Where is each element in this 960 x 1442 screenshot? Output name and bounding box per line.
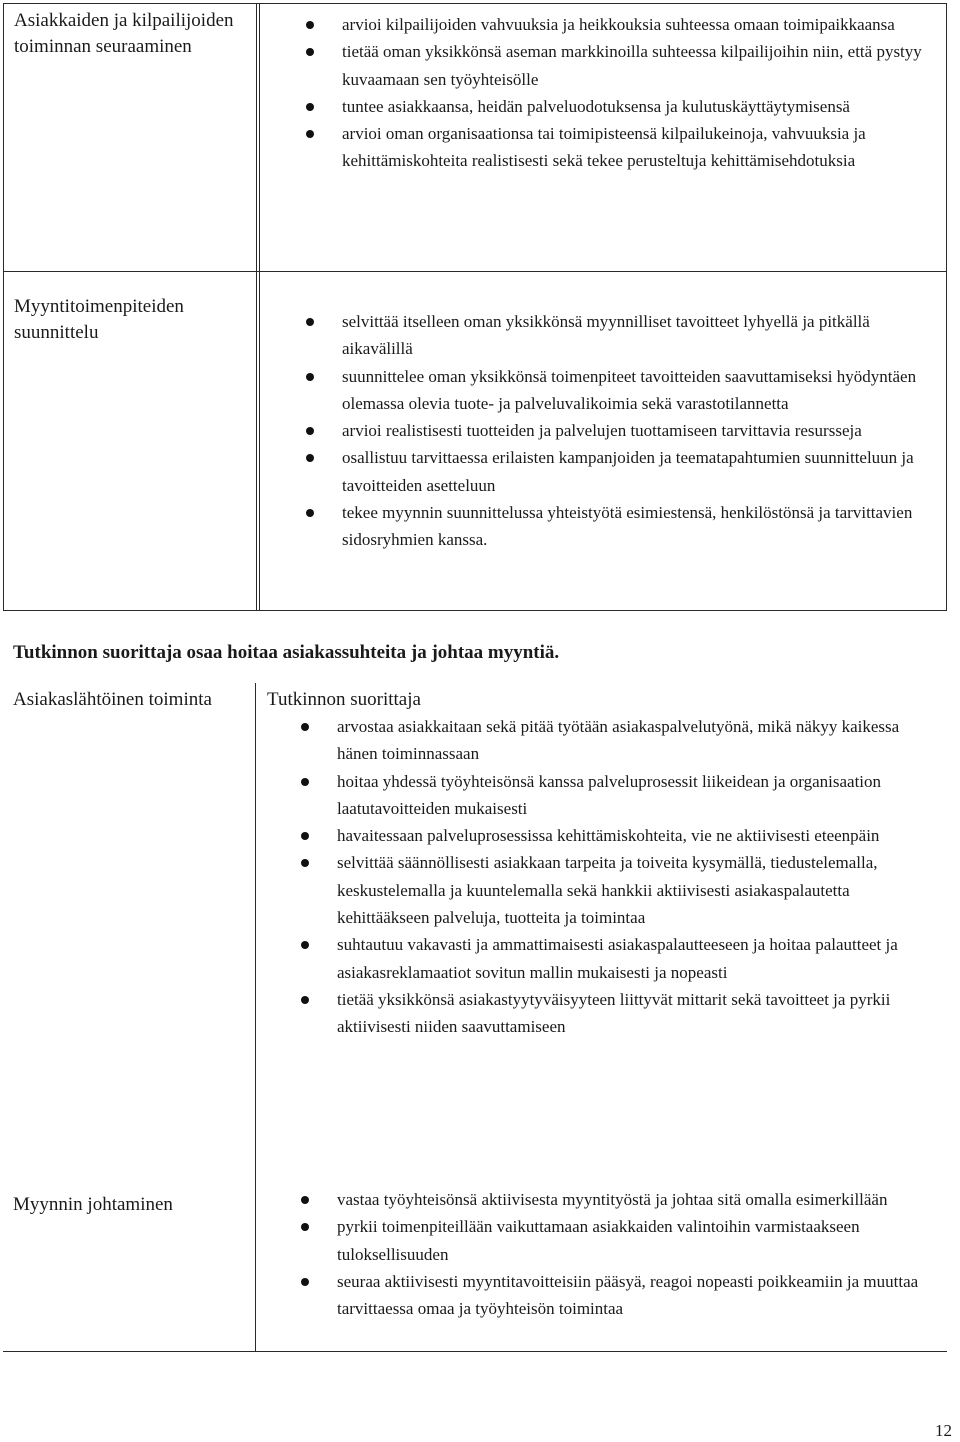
list-item: tietää yksikkönsä asiakastyytyväisyyteen liittyvät mittarit sekä tavoitteet ja pyrkii aktiivisesti niiden saavuttamiseen bbox=[267, 986, 941, 1041]
page-number: 12 bbox=[935, 1421, 952, 1440]
competence-row-competitor-monitoring bbox=[3, 3, 947, 271]
row-criteria bbox=[255, 683, 947, 1166]
list-item: seuraa aktiivisesti myyntitavoitteisiin pääsyä, reagoi nopeasti poikkeamiin ja muuttaa tarvittaessa omaa ja työyhteisön toimintaa bbox=[267, 1268, 941, 1323]
list-item: havaitessaan palveluprosessissa kehittämiskohteita, vie ne aktiivisesti eteenpäin bbox=[267, 822, 941, 849]
row-criteria bbox=[260, 4, 946, 271]
list-item: arvostaa asiakkaitaan sekä pitää työtään asiakaspalvelutyönä, mikä näkyy kaikessa hänen toiminnassaan bbox=[267, 713, 941, 768]
row-criteria bbox=[260, 272, 946, 610]
criteria-list bbox=[272, 308, 940, 554]
list-item: tekee myynnin suunnittelussa yhteistyötä esimiestensä, henkilöstönsä ja tarvittavien sidosryhmien kanssa. bbox=[272, 499, 940, 554]
list-item: selvittää säännöllisesti asiakkaan tarpeita ja toiveita kysymällä, tiedustelemalla, keskustelemalla ja kuuntelemalla sekä hankkii aktiivisesti asiakaspalautetta kehittääkseen palveluja, tuotteita ja toimintaa bbox=[267, 849, 941, 931]
list-item: tuntee asiakkaansa, heidän palveluodotuksensa ja kulutuskäyttäytymisensä bbox=[272, 93, 940, 120]
list-item: tietää oman yksikkönsä aseman markkinoilla suhteessa kilpailijoihin niin, että pystyy kuvaamaan sen työyhteisölle bbox=[272, 38, 940, 93]
section-heading: Tutkinnon suorittaja osaa hoitaa asiakassuhteita ja johtaa myyntiä. bbox=[13, 642, 560, 663]
list-item: hoitaa yhdessä työyhteisönsä kanssa palveluprosessit liikeidean ja organisaation laatutavoitteiden mukaisesti bbox=[267, 768, 941, 823]
row-label: Myynnin johtaminen bbox=[13, 1194, 173, 1215]
row-label: Myyntitoimenpiteiden suunnittelu bbox=[14, 296, 184, 343]
list-item: vastaa työyhteisönsä aktiivisesta myyntityöstä ja johtaa sitä omalla esimerkillään bbox=[267, 1186, 941, 1213]
row-intro: Tutkinnon suorittaja bbox=[267, 689, 421, 710]
criteria-list bbox=[272, 11, 940, 175]
list-item: osallistuu tarvittaessa erilaisten kampanjoiden ja teematapahtumien suunnitteluun ja tavoitteiden asetteluun bbox=[272, 444, 940, 499]
list-item: pyrkii toimenpiteillään vaikuttamaan asiakkaiden valintoihin varmistaakseen tuloksellisuuden bbox=[267, 1213, 941, 1268]
row-label: Asiakaslähtöinen toiminta bbox=[13, 689, 212, 710]
list-item: selvittää itselleen oman yksikkönsä myynnilliset tavoitteet lyhyellä ja pitkällä aikavälillä bbox=[272, 308, 940, 363]
list-item: arvioi kilpailijoiden vahvuuksia ja heikkouksia suhteessa omaan toimipaikkaansa bbox=[272, 11, 940, 38]
list-item: suunnittelee oman yksikkönsä toimenpiteet tavoitteiden saavuttamiseksi hyödyntäen olemassa olevia tuote- ja palveluvalikoimia sekä varastotilannetta bbox=[272, 363, 940, 418]
list-item: arvioi oman organisaationsa tai toimipisteensä kilpailukeinoja, vahvuuksia ja kehittämiskohteita realistisesti sekä tekee perusteltuja kehittämisehdotuksia bbox=[272, 120, 940, 175]
criteria-list bbox=[267, 713, 941, 1041]
competence-row-sales-management bbox=[3, 1166, 947, 1352]
row-label: Asiakkaiden ja kilpailijoiden toiminnan seuraaminen bbox=[14, 10, 234, 57]
list-item: suhtautuu vakavasti ja ammattimaisesti asiakaspalautteeseen ja hoitaa palautteet ja asiakasreklamaatiot sovitun mallin mukaisesti ja nopeasti bbox=[267, 931, 941, 986]
criteria-list bbox=[267, 1186, 941, 1322]
competence-row-customer-oriented bbox=[3, 683, 947, 1166]
list-item: arvioi realistisesti tuotteiden ja palvelujen tuottamiseen tarvittavia resursseja bbox=[272, 417, 940, 444]
row-criteria bbox=[255, 1166, 947, 1351]
competence-row-sales-planning bbox=[3, 271, 947, 611]
